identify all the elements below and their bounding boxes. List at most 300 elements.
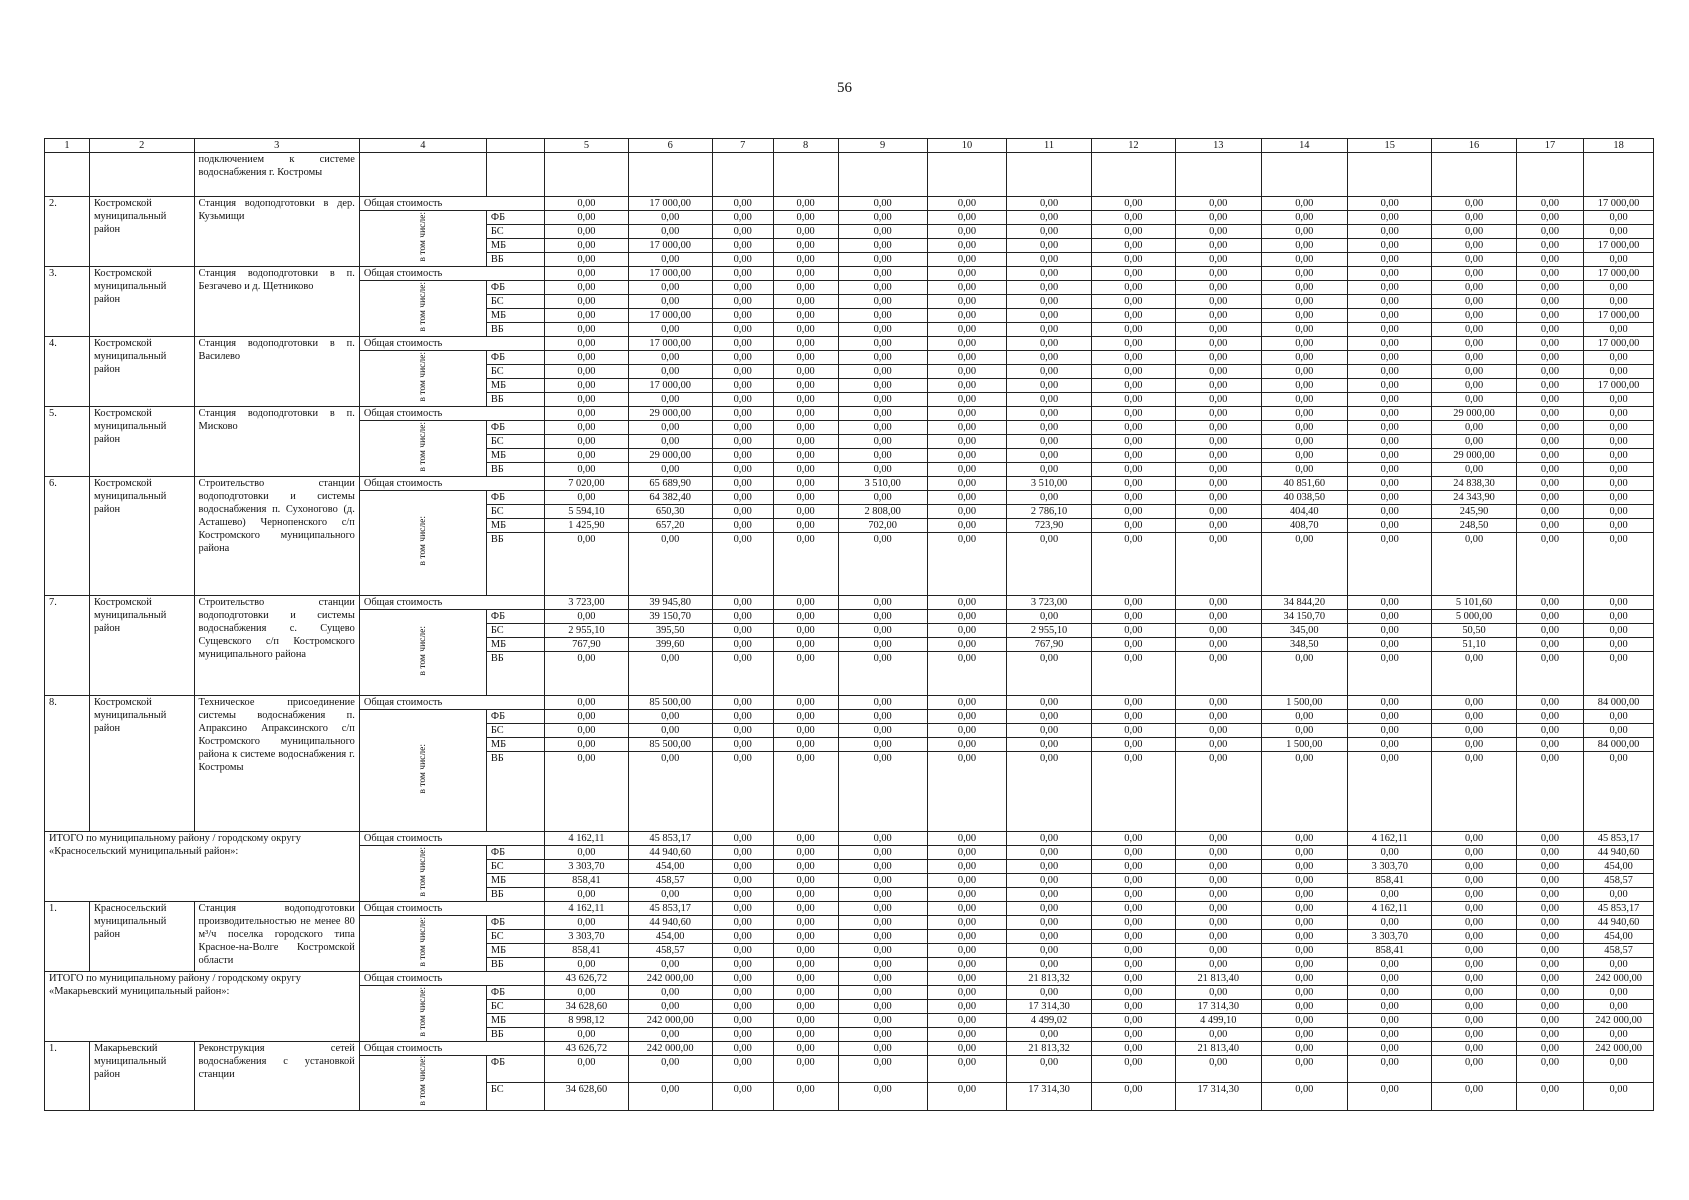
value-cell: 0,00: [1516, 379, 1583, 393]
value-cell: 0,00: [1007, 421, 1091, 435]
value-cell: 0,00: [1516, 902, 1583, 916]
value-cell: 0,00: [1432, 832, 1516, 846]
value-cell: 0,00: [927, 652, 1007, 696]
municipality-cell: Красносельский муниципальный район: [89, 902, 194, 972]
value-cell: 0,00: [1516, 846, 1583, 860]
value-cell: 0,00: [712, 930, 773, 944]
value-cell: 0,00: [628, 1028, 712, 1042]
value-cell: 0,00: [545, 610, 628, 624]
value-cell: 0,00: [1261, 902, 1348, 916]
value-cell: 0,00: [927, 491, 1007, 505]
value-cell: 0,00: [773, 323, 838, 337]
value-cell: 0,00: [1516, 491, 1583, 505]
value-cell: 0,00: [838, 638, 927, 652]
value-cell: 17 000,00: [628, 267, 712, 281]
value-cell: 0,00: [712, 846, 773, 860]
value-cell: 0,00: [1516, 337, 1583, 351]
value-cell: 0,00: [628, 533, 712, 596]
value-cell: 0,00: [927, 421, 1007, 435]
value-cell: 2 786,10: [1007, 505, 1091, 519]
value-cell: 0,00: [838, 930, 927, 944]
municipality-cell: Макарьевский муниципальный район: [89, 1042, 194, 1111]
column-header: 17: [1516, 139, 1583, 153]
table-row: [45, 596, 1654, 610]
value-cell: 0,00: [1516, 944, 1583, 958]
value-cell: 0,00: [927, 724, 1007, 738]
value-cell: 0,00: [1261, 211, 1348, 225]
value-cell: 0,00: [773, 888, 838, 902]
value-cell: 24 343,90: [1432, 491, 1516, 505]
column-header: 14: [1261, 139, 1348, 153]
value-cell: 0,00: [838, 916, 927, 930]
value-cell: 0,00: [712, 1028, 773, 1042]
value-cell: 0,00: [773, 1056, 838, 1083]
value-cell: 0,00: [1091, 323, 1175, 337]
value-cell: 1 500,00: [1261, 696, 1348, 710]
value-cell: 0,00: [1584, 365, 1654, 379]
value-cell: 0,00: [1091, 738, 1175, 752]
value-cell: 0,00: [1091, 1000, 1175, 1014]
value-cell: 4 162,11: [545, 902, 628, 916]
value-cell: 0,00: [545, 652, 628, 696]
value-cell: 0,00: [1516, 323, 1583, 337]
value-cell: 242 000,00: [1584, 972, 1654, 986]
value-cell: 0,00: [1584, 211, 1654, 225]
value-cell: 0,00: [1516, 860, 1583, 874]
value-cell: 0,00: [1584, 710, 1654, 724]
value-cell: 0,00: [712, 652, 773, 696]
value-cell: 0,00: [773, 281, 838, 295]
value-cell: 3 723,00: [545, 596, 628, 610]
value-cell: 0,00: [1091, 491, 1175, 505]
project-name-cell: Реконструкция сетей водоснабжения с установкой станции: [194, 1042, 359, 1111]
value-cell: 0,00: [712, 1056, 773, 1083]
value-cell: 0,00: [773, 225, 838, 239]
value-cell: 0,00: [1091, 846, 1175, 860]
value-cell: 0,00: [712, 477, 773, 491]
value-cell: 0,00: [1007, 309, 1091, 323]
value-cell: 0,00: [927, 710, 1007, 724]
value-cell: 0,00: [1432, 281, 1516, 295]
total-cost-label: Общая стоимость: [359, 267, 545, 281]
value-cell: 0,00: [927, 638, 1007, 652]
value-cell: 85 500,00: [628, 696, 712, 710]
value-cell: 0,00: [1091, 916, 1175, 930]
value-cell: 5 101,60: [1432, 596, 1516, 610]
value-cell: 64 382,40: [628, 491, 712, 505]
project-name-cell: Техническое присоединение системы водоснабжения п. Апраксино Апраксинского с/п Костромского муниципального района к системе водоснабжения г. Костромы: [194, 696, 359, 832]
value-cell: 0,00: [1176, 323, 1261, 337]
value-cell: 0,00: [1261, 916, 1348, 930]
value-cell: 0,00: [628, 958, 712, 972]
value-cell: 0,00: [1261, 323, 1348, 337]
value-cell: 0,00: [712, 337, 773, 351]
table-row: [45, 696, 1654, 710]
value-cell: 0,00: [545, 738, 628, 752]
value-cell: 0,00: [773, 710, 838, 724]
value-cell: 0,00: [1348, 253, 1432, 267]
value-cell: 0,00: [1516, 309, 1583, 323]
value-cell: 0,00: [1261, 337, 1348, 351]
value-cell: 29 000,00: [1432, 407, 1516, 421]
value-cell: 0,00: [628, 351, 712, 365]
value-cell: 0,00: [773, 986, 838, 1000]
empty-cell: [486, 153, 544, 197]
value-cell: 0,00: [1516, 365, 1583, 379]
value-cell: 0,00: [838, 225, 927, 239]
value-cell: 0,00: [1007, 533, 1091, 596]
value-cell: 0,00: [1176, 253, 1261, 267]
value-cell: 0,00: [712, 407, 773, 421]
value-cell: 0,00: [1584, 1000, 1654, 1014]
value-cell: 0,00: [1584, 638, 1654, 652]
value-cell: 0,00: [773, 832, 838, 846]
row-number: 6.: [45, 477, 90, 596]
value-cell: 0,00: [838, 281, 927, 295]
value-cell: 0,00: [1348, 1056, 1432, 1083]
value-cell: 0,00: [1348, 309, 1432, 323]
value-cell: 0,00: [1176, 738, 1261, 752]
value-cell: 17 000,00: [1584, 267, 1654, 281]
value-cell: 0,00: [1091, 197, 1175, 211]
value-cell: 0,00: [1007, 337, 1091, 351]
value-cell: 0,00: [545, 1028, 628, 1042]
value-cell: 0,00: [838, 253, 927, 267]
value-cell: 0,00: [1584, 624, 1654, 638]
value-cell: 43 626,72: [545, 972, 628, 986]
project-name-cell: Станция водоподготовки в п. Мисково: [194, 407, 359, 477]
value-cell: 345,00: [1261, 624, 1348, 638]
empty-cell: [628, 153, 712, 197]
value-cell: 0,00: [1007, 986, 1091, 1000]
value-cell: 0,00: [1516, 1028, 1583, 1042]
value-cell: 0,00: [712, 986, 773, 1000]
value-cell: 242 000,00: [1584, 1042, 1654, 1056]
total-row: [45, 832, 1654, 846]
value-cell: 2 955,10: [545, 624, 628, 638]
value-cell: 0,00: [1261, 197, 1348, 211]
value-cell: 0,00: [1584, 958, 1654, 972]
value-cell: 0,00: [1348, 638, 1432, 652]
value-cell: 34 150,70: [1261, 610, 1348, 624]
value-cell: 0,00: [838, 449, 927, 463]
value-cell: 245,90: [1432, 505, 1516, 519]
value-cell: 0,00: [927, 253, 1007, 267]
value-cell: 34 628,60: [545, 1083, 628, 1110]
value-cell: 0,00: [1261, 1014, 1348, 1028]
value-cell: 0,00: [927, 477, 1007, 491]
value-cell: 0,00: [927, 874, 1007, 888]
value-cell: 0,00: [1261, 846, 1348, 860]
value-cell: 0,00: [1007, 267, 1091, 281]
table-row: [45, 337, 1654, 351]
value-cell: 0,00: [1007, 239, 1091, 253]
value-cell: 0,00: [545, 407, 628, 421]
value-cell: 0,00: [1176, 596, 1261, 610]
fund-label: ВБ: [486, 652, 544, 696]
value-cell: 0,00: [1432, 379, 1516, 393]
value-cell: 0,00: [712, 972, 773, 986]
in-total-label: [359, 211, 486, 267]
value-cell: 0,00: [1432, 463, 1516, 477]
value-cell: 0,00: [1516, 752, 1583, 832]
value-cell: 0,00: [1516, 610, 1583, 624]
value-cell: 0,00: [712, 435, 773, 449]
value-cell: 0,00: [1176, 624, 1261, 638]
value-cell: 0,00: [1176, 239, 1261, 253]
value-cell: 0,00: [712, 267, 773, 281]
value-cell: 0,00: [1091, 752, 1175, 832]
value-cell: 0,00: [1348, 197, 1432, 211]
value-cell: 0,00: [712, 1014, 773, 1028]
value-cell: 0,00: [1584, 393, 1654, 407]
value-cell: 0,00: [1261, 309, 1348, 323]
value-cell: 0,00: [712, 638, 773, 652]
value-cell: 0,00: [773, 505, 838, 519]
total-cost-label: Общая стоимость: [359, 832, 545, 846]
empty-cell: [1516, 153, 1583, 197]
value-cell: 0,00: [927, 309, 1007, 323]
value-cell: 0,00: [838, 309, 927, 323]
value-cell: 0,00: [1584, 421, 1654, 435]
value-cell: 0,00: [1261, 710, 1348, 724]
value-cell: 0,00: [628, 393, 712, 407]
value-cell: 0,00: [1432, 211, 1516, 225]
value-cell: 0,00: [1261, 253, 1348, 267]
fund-label: БС: [486, 624, 544, 638]
value-cell: 0,00: [1516, 638, 1583, 652]
value-cell: 0,00: [1091, 421, 1175, 435]
column-header: 7: [712, 139, 773, 153]
value-cell: 0,00: [773, 1000, 838, 1014]
fund-label: МБ: [486, 638, 544, 652]
value-cell: 0,00: [1091, 225, 1175, 239]
value-cell: 0,00: [773, 930, 838, 944]
value-cell: 45 853,17: [1584, 902, 1654, 916]
total-cost-label: Общая стоимость: [359, 596, 545, 610]
value-cell: 0,00: [545, 323, 628, 337]
value-cell: 0,00: [712, 624, 773, 638]
value-cell: 0,00: [1261, 860, 1348, 874]
value-cell: 0,00: [1261, 832, 1348, 846]
value-cell: 17 000,00: [628, 337, 712, 351]
value-cell: 0,00: [628, 463, 712, 477]
value-cell: 0,00: [1348, 958, 1432, 972]
fund-label: МБ: [486, 874, 544, 888]
value-cell: 0,00: [1007, 958, 1091, 972]
value-cell: 0,00: [712, 211, 773, 225]
row-number: [45, 153, 90, 197]
value-cell: 0,00: [838, 407, 927, 421]
value-cell: 0,00: [1261, 421, 1348, 435]
value-cell: 34 628,60: [545, 1000, 628, 1014]
value-cell: 0,00: [1348, 463, 1432, 477]
value-cell: 0,00: [1007, 225, 1091, 239]
value-cell: 0,00: [1432, 323, 1516, 337]
value-cell: 0,00: [628, 724, 712, 738]
value-cell: 1 425,90: [545, 519, 628, 533]
value-cell: 0,00: [1091, 337, 1175, 351]
value-cell: 0,00: [712, 449, 773, 463]
row-number: 4.: [45, 337, 90, 407]
value-cell: 0,00: [1584, 596, 1654, 610]
value-cell: 40 851,60: [1261, 477, 1348, 491]
value-cell: 0,00: [1176, 710, 1261, 724]
value-cell: 0,00: [773, 379, 838, 393]
fund-label: ФБ: [486, 986, 544, 1000]
value-cell: 45 853,17: [628, 832, 712, 846]
value-cell: 0,00: [1091, 281, 1175, 295]
value-cell: 0,00: [773, 351, 838, 365]
in-total-label: [359, 610, 486, 696]
fund-label: ФБ: [486, 916, 544, 930]
value-cell: 0,00: [773, 1028, 838, 1042]
value-cell: 0,00: [712, 696, 773, 710]
value-cell: 0,00: [838, 972, 927, 986]
value-cell: 0,00: [838, 1042, 927, 1056]
value-cell: 0,00: [927, 752, 1007, 832]
value-cell: 0,00: [1007, 724, 1091, 738]
value-cell: 0,00: [1516, 295, 1583, 309]
value-cell: 0,00: [838, 958, 927, 972]
value-cell: 0,00: [1091, 710, 1175, 724]
value-cell: 0,00: [1516, 596, 1583, 610]
value-cell: 0,00: [773, 463, 838, 477]
value-cell: 0,00: [1432, 724, 1516, 738]
value-cell: 0,00: [628, 365, 712, 379]
value-cell: 0,00: [1432, 197, 1516, 211]
value-cell: 0,00: [927, 463, 1007, 477]
in-total-label-text: в том числе:: [417, 1056, 428, 1106]
value-cell: 0,00: [545, 752, 628, 832]
fund-label: БС: [486, 435, 544, 449]
value-cell: 0,00: [1007, 696, 1091, 710]
value-cell: 0,00: [1348, 986, 1432, 1000]
value-cell: 858,41: [1348, 944, 1432, 958]
empty-cell: [712, 153, 773, 197]
value-cell: 657,20: [628, 519, 712, 533]
value-cell: 0,00: [1176, 846, 1261, 860]
value-cell: 0,00: [1348, 393, 1432, 407]
value-cell: 0,00: [1261, 930, 1348, 944]
value-cell: 0,00: [712, 421, 773, 435]
table-row: [45, 407, 1654, 421]
value-cell: 0,00: [838, 295, 927, 309]
fund-label: МБ: [486, 944, 544, 958]
value-cell: 29 000,00: [1432, 449, 1516, 463]
in-total-label-text: в том числе:: [417, 281, 428, 332]
value-cell: 0,00: [1261, 239, 1348, 253]
value-cell: 0,00: [1516, 1042, 1583, 1056]
value-cell: 0,00: [1516, 958, 1583, 972]
value-cell: 0,00: [1007, 860, 1091, 874]
value-cell: 0,00: [1516, 225, 1583, 239]
value-cell: 404,40: [1261, 505, 1348, 519]
value-cell: 0,00: [838, 1028, 927, 1042]
value-cell: 0,00: [1516, 407, 1583, 421]
value-cell: 0,00: [838, 267, 927, 281]
value-cell: 0,00: [712, 710, 773, 724]
value-cell: 0,00: [1261, 724, 1348, 738]
value-cell: 0,00: [1091, 239, 1175, 253]
value-cell: 0,00: [712, 505, 773, 519]
value-cell: 0,00: [1007, 281, 1091, 295]
value-cell: 0,00: [1007, 435, 1091, 449]
value-cell: 0,00: [927, 596, 1007, 610]
in-total-label-text: в том числе:: [417, 743, 428, 794]
value-cell: 0,00: [628, 421, 712, 435]
value-cell: 0,00: [545, 267, 628, 281]
column-header: [486, 139, 544, 153]
value-cell: 0,00: [1432, 393, 1516, 407]
value-cell: 0,00: [1176, 225, 1261, 239]
value-cell: 0,00: [1584, 407, 1654, 421]
value-cell: 45 853,17: [628, 902, 712, 916]
value-cell: 0,00: [1584, 888, 1654, 902]
total-cost-label: Общая стоимость: [359, 197, 545, 211]
value-cell: 0,00: [1261, 1028, 1348, 1042]
value-cell: 0,00: [1007, 323, 1091, 337]
fund-label: ВБ: [486, 533, 544, 596]
row-number: 5.: [45, 407, 90, 477]
value-cell: 0,00: [1007, 379, 1091, 393]
value-cell: 0,00: [1348, 505, 1432, 519]
in-total-label: [359, 916, 486, 972]
value-cell: 0,00: [927, 323, 1007, 337]
value-cell: 29 000,00: [628, 449, 712, 463]
value-cell: 0,00: [1432, 1083, 1516, 1110]
value-cell: 0,00: [927, 239, 1007, 253]
value-cell: 17 000,00: [1584, 379, 1654, 393]
value-cell: 0,00: [1091, 463, 1175, 477]
project-name-cell: Строительство станции водоподготовки и системы водоснабжения п. Сухоногово (д. Асташево) Чернопенского с/п Костромского муниципального района: [194, 477, 359, 596]
value-cell: 0,00: [1007, 846, 1091, 860]
value-cell: 0,00: [1584, 225, 1654, 239]
value-cell: 0,00: [545, 916, 628, 930]
value-cell: 4 162,11: [545, 832, 628, 846]
value-cell: 0,00: [1091, 944, 1175, 958]
value-cell: 0,00: [628, 986, 712, 1000]
value-cell: 3 303,70: [545, 860, 628, 874]
value-cell: 0,00: [712, 610, 773, 624]
value-cell: 0,00: [1261, 449, 1348, 463]
value-cell: 0,00: [773, 916, 838, 930]
value-cell: 0,00: [1176, 505, 1261, 519]
value-cell: 0,00: [712, 888, 773, 902]
value-cell: 44 940,60: [628, 846, 712, 860]
value-cell: 0,00: [1432, 421, 1516, 435]
value-cell: 0,00: [1176, 351, 1261, 365]
value-cell: 0,00: [1176, 1028, 1261, 1042]
value-cell: 0,00: [1432, 295, 1516, 309]
value-cell: 0,00: [1348, 1042, 1432, 1056]
value-cell: 0,00: [1091, 888, 1175, 902]
value-cell: 0,00: [1261, 986, 1348, 1000]
value-cell: 0,00: [712, 1083, 773, 1110]
value-cell: 0,00: [1091, 393, 1175, 407]
empty-cell: [545, 153, 628, 197]
value-cell: 0,00: [1091, 972, 1175, 986]
value-cell: 0,00: [1584, 533, 1654, 596]
value-cell: 0,00: [1432, 874, 1516, 888]
value-cell: 0,00: [1348, 337, 1432, 351]
value-cell: 454,00: [628, 930, 712, 944]
value-cell: 0,00: [773, 421, 838, 435]
value-cell: 0,00: [773, 491, 838, 505]
value-cell: 858,41: [545, 944, 628, 958]
value-cell: 0,00: [1091, 624, 1175, 638]
in-total-label: [359, 491, 486, 596]
